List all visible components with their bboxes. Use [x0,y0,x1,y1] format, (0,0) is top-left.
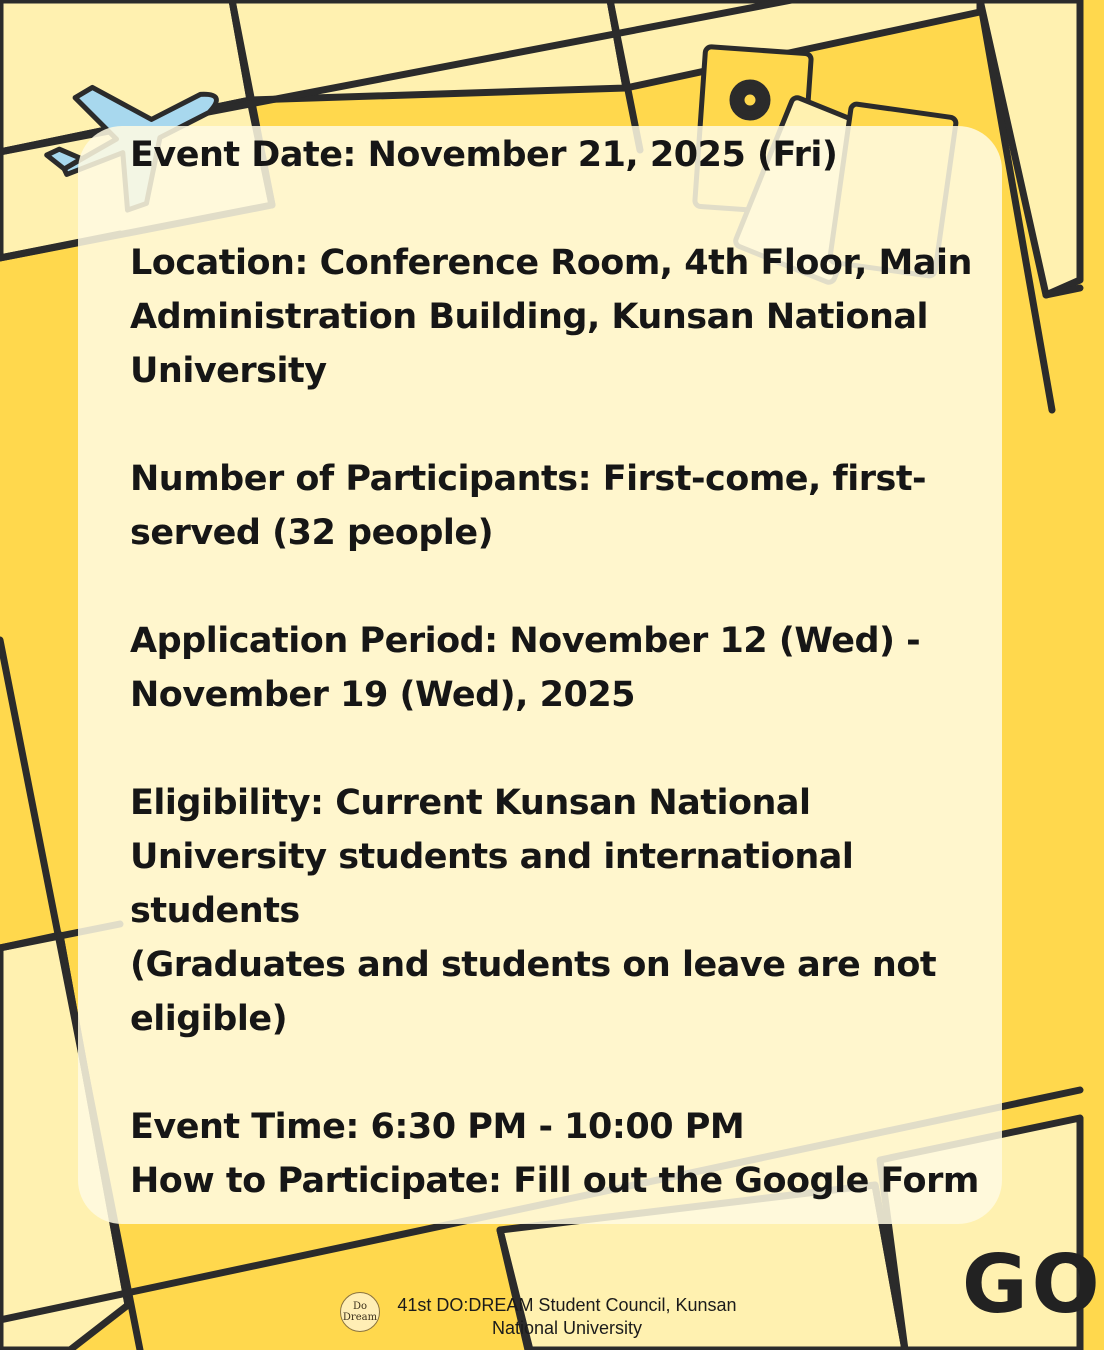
event-details [130,128,980,1208]
event-how-to: How to Participate: Fill out the Google Form [130,1161,979,1201]
event-participants: Number of Participants: First-come, first-served (32 people) [130,459,927,553]
footer [340,1290,760,1342]
council-logo-icon: Do Dream [340,1292,380,1332]
footer-organizer: 41st DO:DREAM Student Council, Kunsan National University [397,1295,737,1338]
event-location: Location: Conference Room, 4th Floor, Main Administration Building, Kunsan National University [130,243,972,391]
event-application-period: Application Period: November 12 (Wed) - November 19 (Wed), 2025 [130,621,921,715]
event-eligibility-note: (Graduates and students on leave are not eligible) [130,945,937,1039]
board-go-text: GO [962,1238,1104,1331]
event-date: Event Date: November 21, 2025 (Fri) [130,135,838,175]
event-time: Event Time: 6:30 PM - 10:00 PM [130,1107,745,1147]
event-eligibility: Eligibility: Current Kunsan National University students and international students [130,783,854,931]
